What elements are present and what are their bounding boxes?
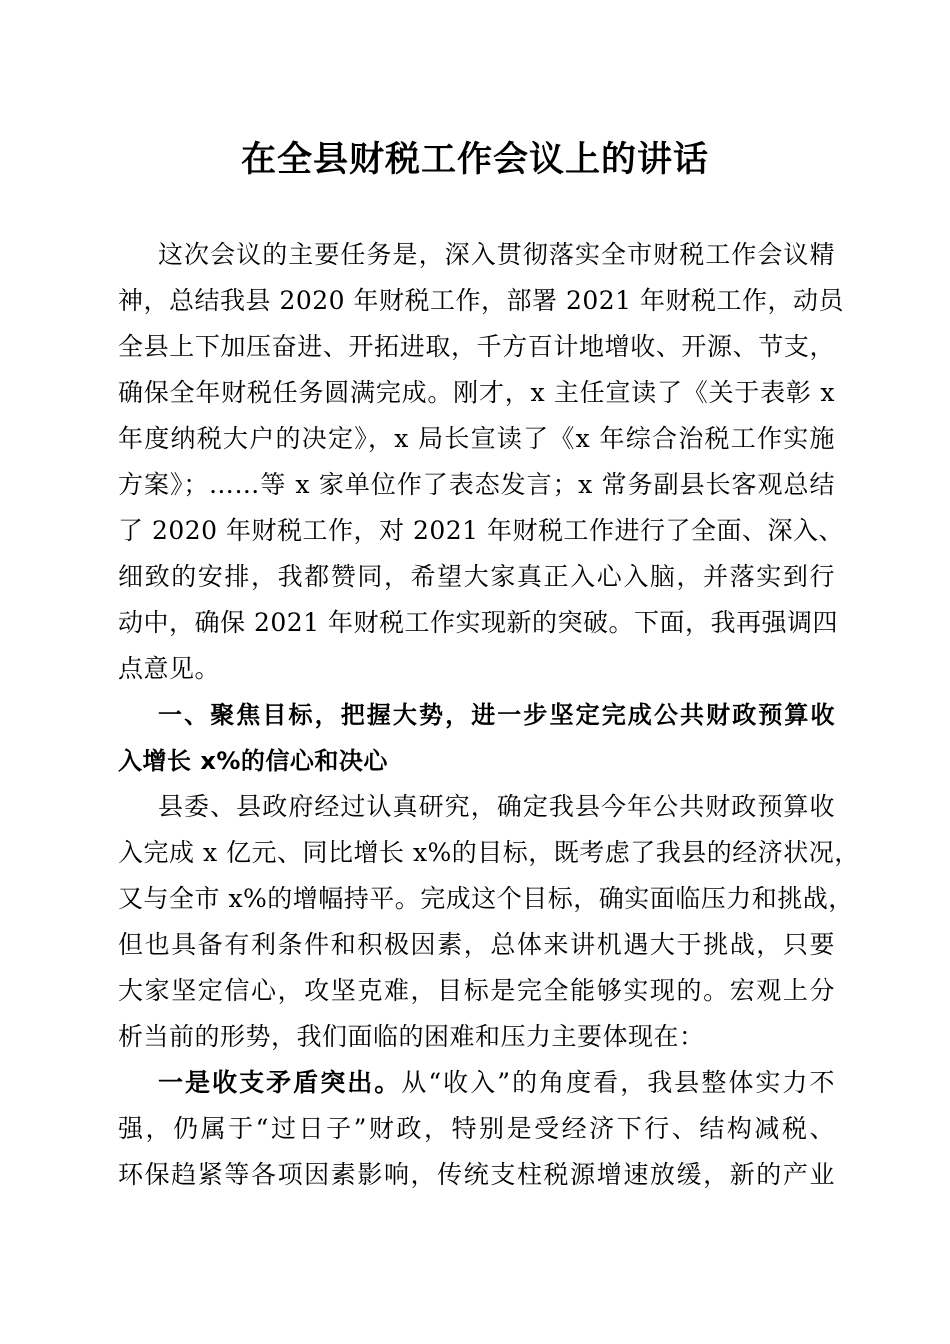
- section-heading-line: 入增长 x%的信心和决心: [118, 747, 388, 775]
- paragraph-lead-phrase: 一是收支矛盾突出。: [158, 1068, 402, 1097]
- paragraph-line: 大家坚定信心，攻坚克难，目标是完全能够实现的。宏观上分: [118, 976, 835, 1005]
- paragraph-line-rest: 从“收入”的角度看，我县整体实力不: [401, 1068, 835, 1097]
- document-body: [118, 232, 860, 1198]
- paragraph-line: 确保全年财税任务圆满完成。刚才，x 主任宣读了《关于表彰 x: [118, 378, 835, 407]
- document-title: 在全县财税工作会议上的讲话: [240, 139, 709, 180]
- paragraph-line: 动中，确保 2021 年财税工作实现新的突破。下面，我再强调四: [118, 608, 839, 637]
- paragraph-line: 但也具备有利条件和积极因素，总体来讲机遇大于挑战，只要: [118, 930, 835, 959]
- paragraph-line: 入完成 x 亿元、同比增长 x%的目标，既考虑了我县的经济状况，: [118, 838, 860, 867]
- section-heading-line: 一、聚焦目标，把握大势，进一步坚定完成公共财政预算收: [158, 701, 835, 729]
- paragraph-line: 方案》；……等 x 家单位作了表态发言；x 常务副县长客观总结: [118, 470, 835, 499]
- paragraph-line: 细致的安排，我都赞同，希望大家真正入心入脑，并落实到行: [118, 562, 835, 591]
- paragraph-line: 了 2020 年财税工作，对 2021 年财税工作进行了全面、深入、: [118, 516, 845, 545]
- paragraph-line: 这次会议的主要任务是，深入贯彻落实全市财税工作会议精: [158, 240, 835, 269]
- paragraph-line: 又与全市 x%的增幅持平。完成这个目标，确实面临压力和挑战，: [118, 884, 854, 913]
- paragraph-line: 强，仍属于“过日子”财政，特别是受经济下行、结构减税、: [118, 1114, 835, 1143]
- paragraph-line: 环保趋紧等各项因素影响，传统支柱税源增速放缓，新的产业: [118, 1160, 835, 1189]
- paragraph-line: 县委、县政府经过认真研究，确定我县今年公共财政预算收: [158, 792, 835, 821]
- paragraph-line: 神，总结我县 2020 年财税工作，部署 2021 年财税工作，动员: [118, 286, 845, 315]
- paragraph-line: 点意见。: [118, 654, 221, 683]
- paragraph-line: 全县上下加压奋进、开拓进取，千方百计地增收、开源、节支，: [118, 332, 835, 361]
- paragraph-line: 年度纳税大户的决定》，x 局长宣读了《x 年综合治税工作实施: [118, 424, 835, 453]
- paragraph-line: 析当前的形势，我们面临的困难和压力主要体现在：: [118, 1022, 705, 1051]
- paragraph-line: [118, 1060, 835, 1106]
